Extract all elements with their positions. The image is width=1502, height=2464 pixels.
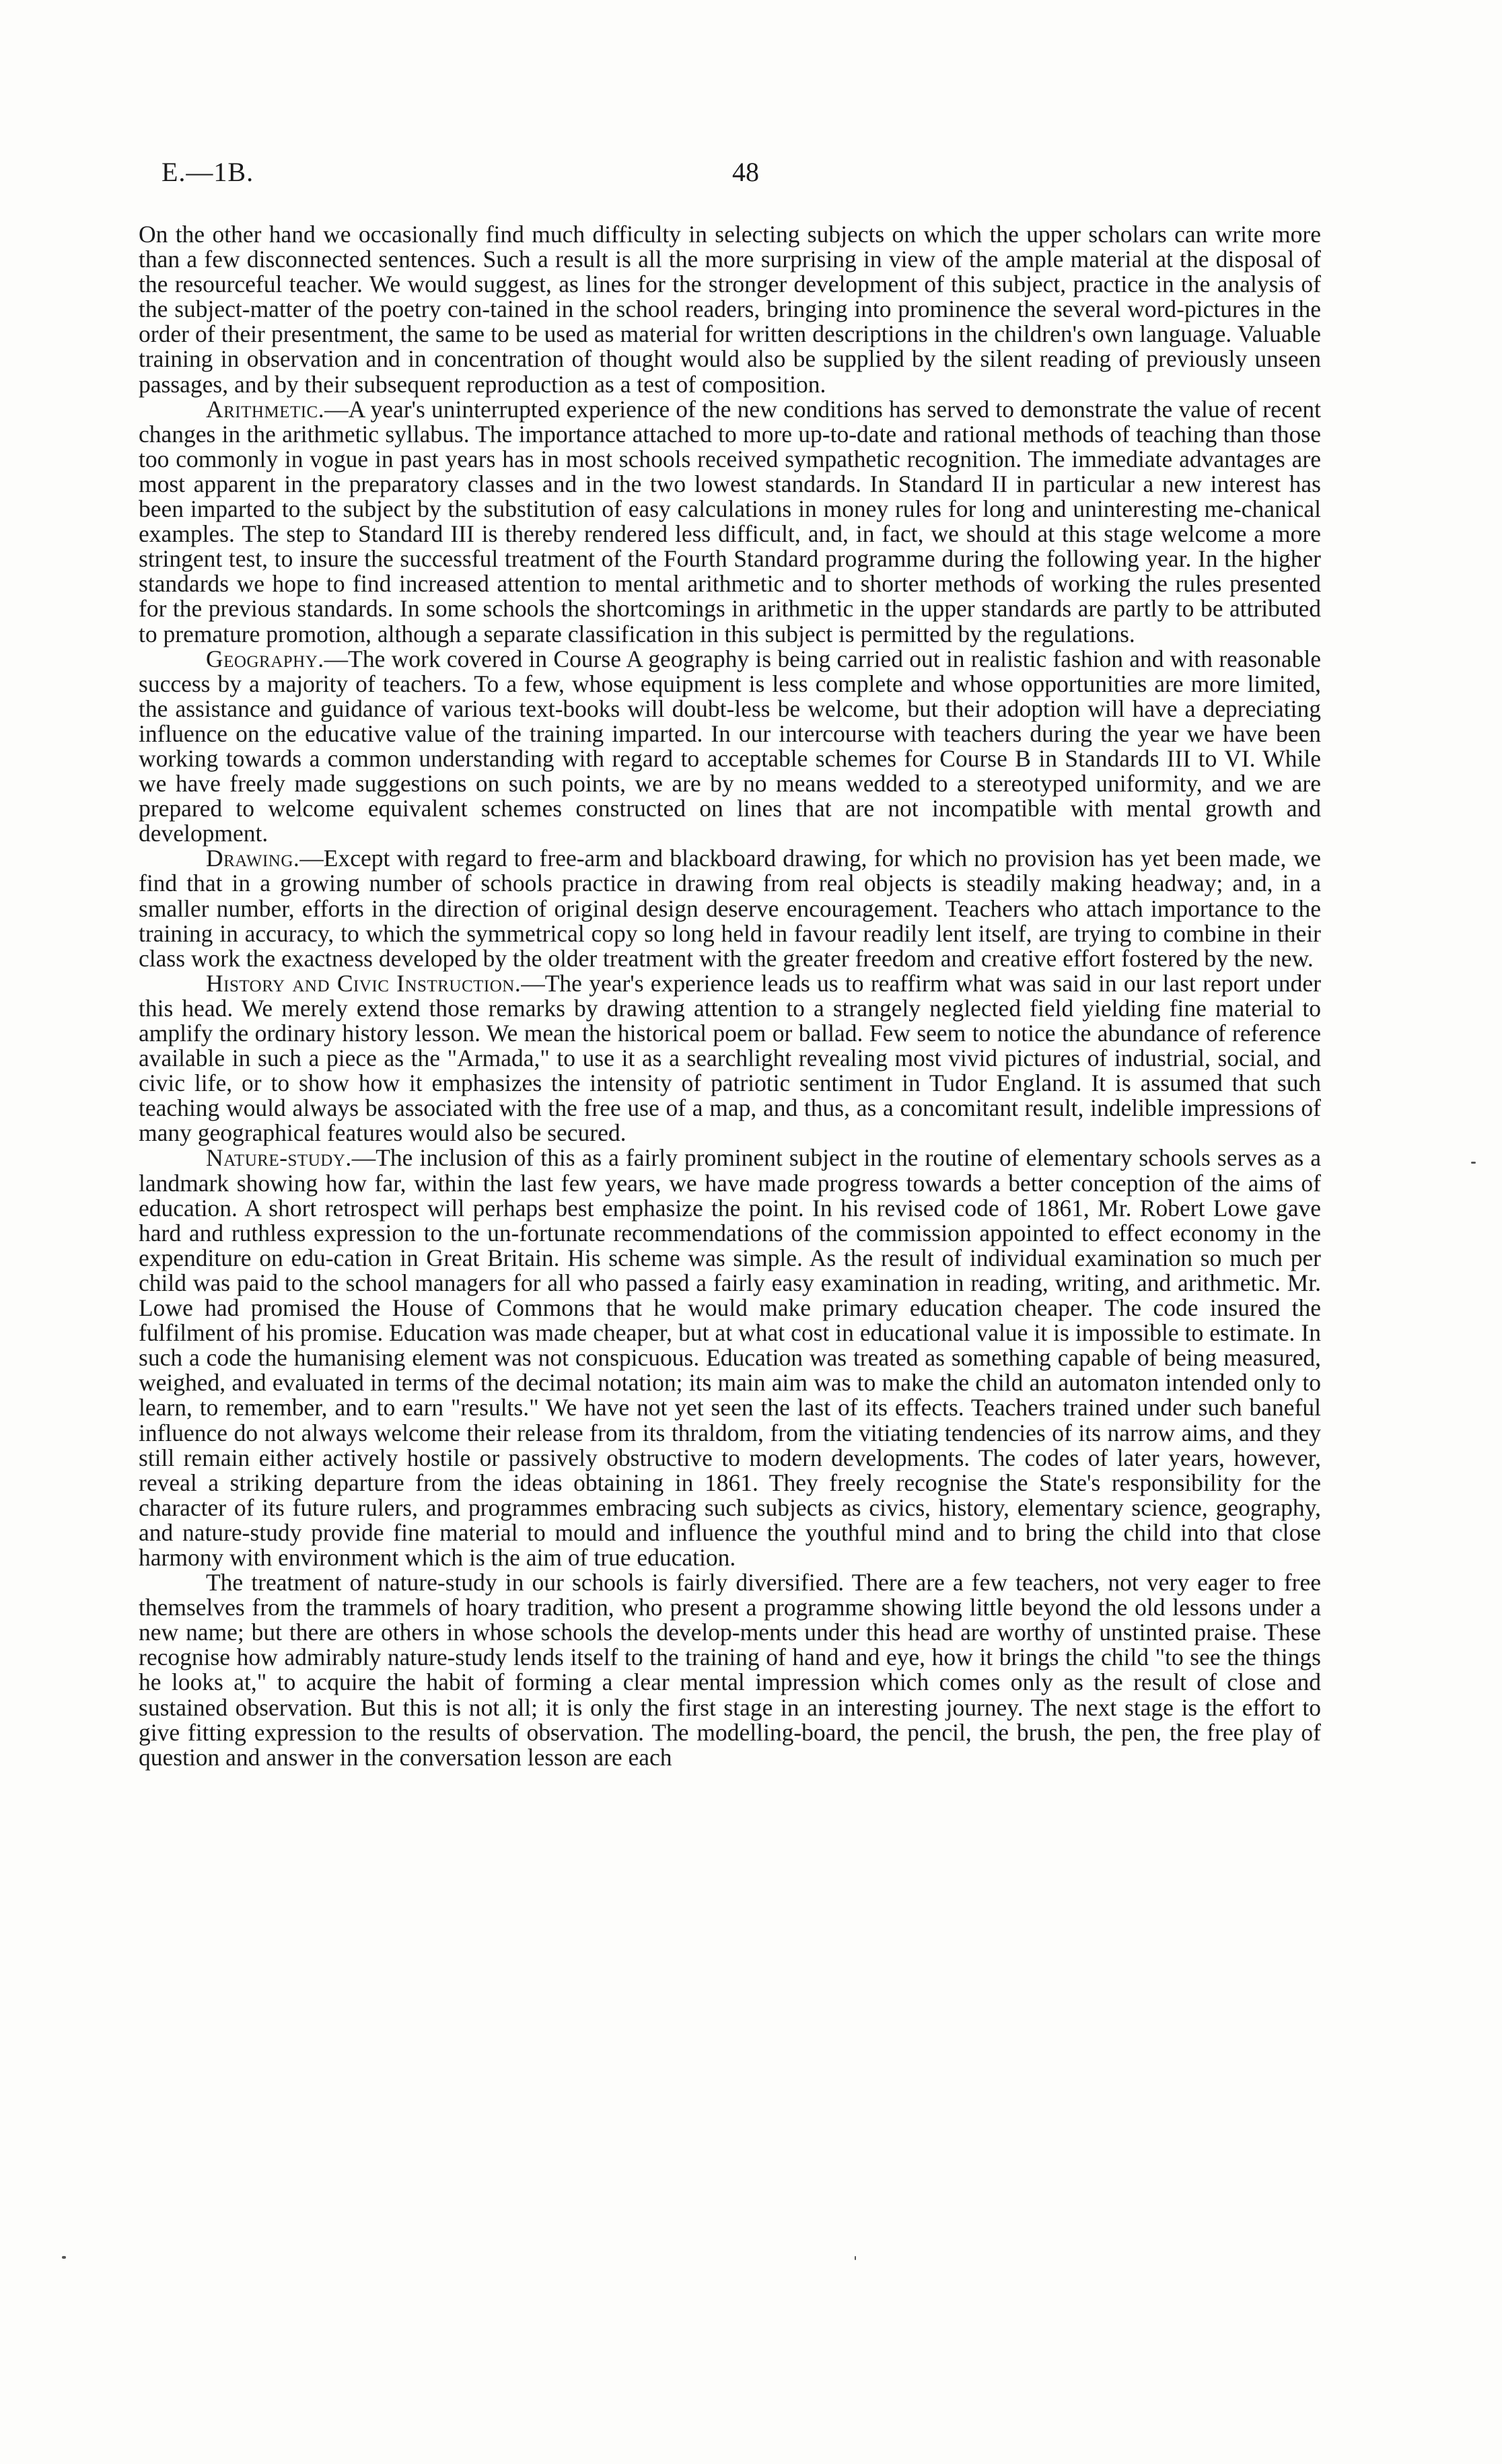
section-heading-geography: Geography. [206, 645, 324, 672]
scan-speck [1471, 1162, 1476, 1164]
paragraph-text: —A year's uninterrupted experience of the new conditions has served to demonstrate the value of recent changes in the arithmetic syllabus. The importance attached to more up-to-date and rational methods of teaching than those too commonly in vogue in past years has in most schools received sympathetic recognition. The immediate advantages are most apparent in the preparatory classes and in the two lowest standards. In Standard II in particular a new interest has been imparted to the subject by the substitution of easy calculations in money rules for long and uninteresting me-chanical examples. The step to Standard III is thereby rendered less difficult, and, in fact, we should at this stage welcome a more stringent test, to insure the successful treatment of the Fourth Standard programme during the following year. In the higher standards we hope to find increased attention to mental arithmetic and to shorter methods of working the rules presented for the previous standards. In some schools the shortcomings in arithmetic in the upper standards are partly to be attributed to premature promotion, although a separate classification in this subject is permitted by the regulations. [139, 395, 1321, 647]
section-heading-history: History and Civic Instruction. [206, 969, 522, 997]
paragraph-geography [139, 647, 1321, 847]
section-heading-drawing: Drawing. [206, 845, 300, 872]
page-number: 48 [732, 157, 759, 187]
paragraph-text: —The year's experience leads us to reaffirm what was said in our last report under this head. We merely extend those remarks by drawing attention to a strangely neglected field yielding fine material to amplify the ordinary history lesson. We mean the historical poem or ballad. Few seem to notice the abundance of reference available in such a piece as the "Armada," to use it as a searchlight revealing most vivid pictures of industrial, social, and civic life, or to show how it emphasizes the intensity of patriotic sentiment in Tudor England. It is assumed that such teaching would always be associated with the free use of a map, and thus, as a concomitant result, indelible impressions of many geographical features would also be secured. [139, 969, 1322, 1147]
document-reference: E.—1B. [162, 157, 254, 187]
paragraph-text: On the other hand we occasionally find much difficulty in selecting subjects on which the upper scholars can write more than a few disconnected sentences. Such a result is all the more surprising in view of the ample material at the disposal of the resourceful teacher. We would suggest, as lines for the stronger development of this subject, practice in the analysis of the subject-matter of the poetry con-tained in the school readers, bringing into prominence the several word-pictures in the order of their presentment, the same to be used as material for written descriptions in the children's own language. Valuable training in observation and in concentration of thought would also be supplied by the silent reading of previously unseen passages, and by their subsequent reproduction as a test of composition. [139, 221, 1321, 398]
paragraph-nature-study [139, 1146, 1321, 1570]
paragraph-history [139, 971, 1321, 1146]
scan-speck [62, 2256, 66, 2259]
page-header [156, 156, 1335, 197]
paragraph-composition [139, 222, 1321, 397]
paragraph-text: —Except with regard to free-arm and blackboard drawing, for which no provision has yet been made, we find that in a growing number of schools practice in drawing from real objects is steadily making headway; and, in a smaller number, efforts in the direction of original design deserve encouragement. Teachers who attach importance to the training in accuracy, to which the symmetrical copy so long held in favour readily lent itself, are trying to combine in their class work the exactness developed by the older treatment with the greater freedom and creative effort fostered by the new. [139, 845, 1321, 972]
paragraph-text: —The inclusion of this as a fairly prominent subject in the routine of elementary schools serves as a landmark showing how far, within the last few years, we have made progress towards a better conception of the aims of education. A short retrospect will perhaps best emphasize the point. In his revised code of 1861, Mr. Robert Lowe gave hard and ruthless expression to the un-fortunate recommendations of the commission appointed to effect economy in the expenditure on edu-cation in Great Britain. His scheme was simple. As the result of individual examination so much per child was paid to the school managers for all who passed a fairly easy examination in reading, writing, and arithmetic. Mr. Lowe had promised the House of Commons that he would make primary education cheaper. The code insured the fulfilment of his promise. Education was made cheaper, but at what cost in educational value it is impossible to estimate. In such a code the humanising element was not conspicuous. Education was treated as something capable of being measured, weighed, and evaluated in terms of the decimal notation; its main aim was to make the child an automaton intended only to learn, to remember, and to earn "results." We have not yet seen the last of its effects. Teachers trained under such baneful influence do not always welcome their release from its thraldom, from the vitiating tendencies of its narrow aims, and they still remain either actively hostile or passively obstructive to modern developments. The codes of later years, however, reveal a striking departure from the ideas obtaining in 1861. They freely recognise the State's responsibility for the character of its future rulers, and programmes embracing such subjects as civics, history, elementary science, geography, and nature-study provide fine material to mould and influence the youthful mind and to bring the child into that close harmony with environment which is the aim of true education. [139, 1144, 1321, 1571]
paragraph-drawing [139, 846, 1321, 971]
section-heading-nature-study: Nature-study. [206, 1144, 352, 1172]
scan-speck [855, 2256, 856, 2260]
paragraph-nature-study-treatment [139, 1570, 1321, 1770]
section-heading-arithmetic: Arithmetic. [206, 395, 325, 423]
body-text [139, 222, 1321, 1770]
paragraph-text: —The work covered in Course A geography is being carried out in realistic fashion and with reasonable success by a majority of teachers. To a few, whose equipment is less complete and whose opportunities are more limited, the assistance and guidance of various text-books will doubt-less be welcome, but their adoption will have a depreciating influence on the educative value of the training imparted. In our intercourse with teachers during the year we have been working towards a common understanding with regard to acceptable schemes for Course B in Standards III to VI. While we have freely made suggestions on such points, we are by no means wedded to a stereotyped uniformity, and we are prepared to welcome equivalent schemes constructed on lines that are not incompatible with mental growth and development. [139, 645, 1321, 847]
paragraph-arithmetic [139, 397, 1321, 647]
paragraph-text: The treatment of nature-study in our schools is fairly diversified. There are a few teachers, not very eager to free themselves from the trammels of hoary tradition, who present a programme showing little beyond the old lessons under a new name; but there are others in whose schools the develop-ments under this head are worthy of unstinted praise. These recognise how admirably nature-study lends itself to the training of hand and eye, how it brings the child "to see the things he looks at," to acquire the habit of forming a clear mental impression which comes only as the result of close and sustained observation. But this is not all; it is only the first stage in an interesting journey. The next stage is the effort to give fitting expression to the results of observation. The modelling-board, the pencil, the brush, the pen, the free play of question and answer in the conversation lesson are each [139, 1569, 1321, 1771]
